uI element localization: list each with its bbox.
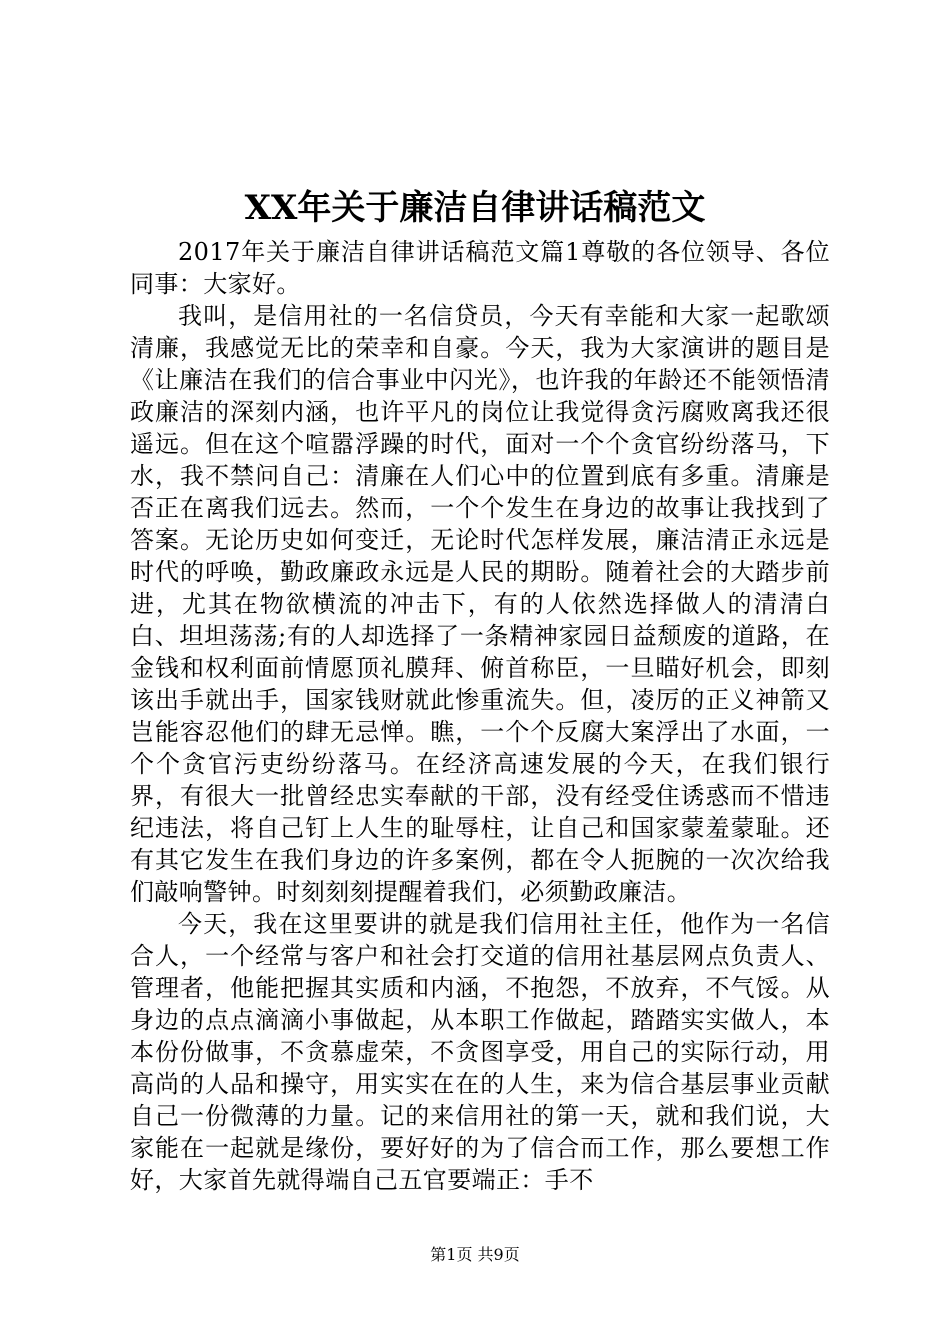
paragraph-3: 今天，我在这里要讲的就是我们信用社主任，他作为一名信合人，一个经常与客户和社会打交道的信用社基层网点负责人、管理者，他能把握其实质和内涵，不抱怨，不放弃，不气馁。从身边的点点滴滴小事做起，从本职工作做起，踏踏实实做人，本本份份做事，不贪慕虚荣，不贪图享受，用自己的实际行动，用高尚的人品和操守，用实实在在的人生，来为信合基层事业贡献自己一份微薄的力量。记的来信用社的第一天，就和我们说，大家能在一起就是缘份，要好好的为了信合而工作，那么要想工作好，大家首先就得端自己五官要端正：手不 [130,910,830,1194]
document-title: XX年关于廉洁自律讲话稿范文 [244,188,706,228]
page-number-footer: 第1页 共9页 [430,1245,520,1264]
paragraph-1: 2017年关于廉洁自律讲话稿范文篇1尊敬的各位领导、各位同事：大家好。 [130,238,830,298]
paragraph-2: 我叫，是信用社的一名信贷员，今天有幸能和大家一起歌颂清廉，我感觉无比的荣幸和自豪。今天，我为大家演讲的题目是《让廉洁在我们的信合事业中闪光》，也许我的年龄还不能领悟清政廉洁的深刻内涵，也许平凡的岗位让我觉得贪污腐败离我还很遥远。但在这个喧嚣浮躁的时代，面对一个个贪官纷纷落马，下水，我不禁问自己：清廉在人们心中的位置到底有多重。清廉是否正在离我们远去。然而，一个个发生在身边的故事让我找到了答案。无论历史如何变迁，无论时代怎样发展，廉洁清正永远是时代的呼唤，勤政廉政永远是人民的期盼。随着社会的大踏步前进，尤其在物欲横流的冲击下，有的人依然选择做人的清清白白、坦坦荡荡;有的人却选择了一条精神家园日益颓废的道路，在金钱和权利面前情愿顶礼膜拜、俯首称臣，一旦瞄好机会，即刻该出手就出手，国家钱财就此惨重流失。但，凌厉的正义神箭又岂能容忍他们的肆无忌惮。瞧，一个个反腐大案浮出了水面，一个个贪官污吏纷纷落马。在经济高速发展的今天，在我们银行界，有很大一批曾经忠实奉献的干部，没有经受住诱惑而不惜违纪违法，将自己钉上人生的耻辱柱，让自己和国家蒙羞蒙耻。还有其它发生在我们身边的许多案例，都在令人扼腕的一次次给我们敲响警钟。时刻刻刻提醒着我们，必须勤政廉洁。 [130,302,830,906]
document-body [130,236,830,1196]
